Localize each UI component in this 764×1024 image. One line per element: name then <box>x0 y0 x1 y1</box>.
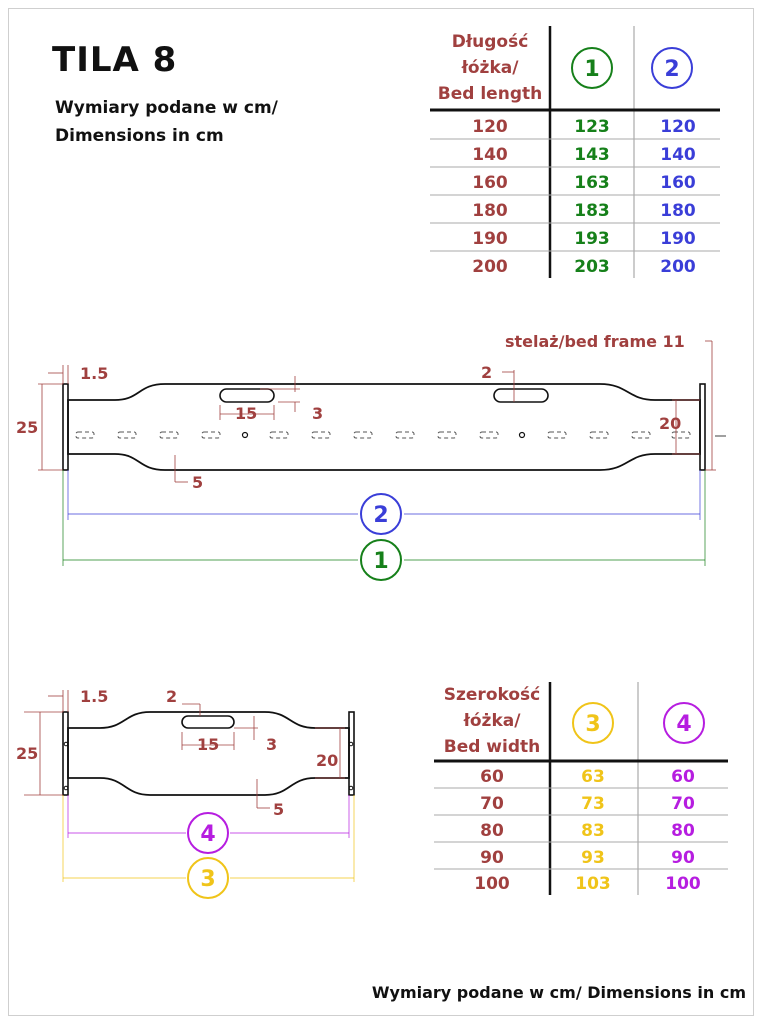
table-row <box>474 874 701 894</box>
dim2-cell: 190 <box>660 229 696 249</box>
bed-width-cell: 60 <box>480 767 504 787</box>
slat-holes <box>76 432 690 438</box>
end-bottom-offset-dim-label: 5 <box>273 800 285 819</box>
height-dim-label: 25 <box>16 418 39 437</box>
inner-height-dim-label: 20 <box>659 414 682 433</box>
end-height-dim-label: 25 <box>16 744 39 763</box>
dim2-cell: 140 <box>660 145 696 165</box>
thickness-dim-label: 1.5 <box>80 364 109 383</box>
width-table <box>434 682 728 895</box>
slot-height-dim-label: 2 <box>481 363 493 382</box>
hand-slot-right <box>494 389 548 402</box>
side-rail-drawing <box>16 332 726 580</box>
dim4-cell: 70 <box>671 794 695 814</box>
bed-length-cell: 120 <box>472 117 508 137</box>
table-row <box>472 229 696 249</box>
table-row <box>472 145 696 165</box>
hand-slot-left <box>220 389 274 402</box>
dim2-marker-label: 2 <box>373 503 389 528</box>
dim2-cell: 200 <box>660 257 696 277</box>
end-slot-offset-dim-label: 3 <box>266 735 278 754</box>
dim3-cell: 83 <box>581 821 605 841</box>
length-table-header-line2: łóżka/ <box>461 58 519 78</box>
dim1-cell: 183 <box>574 201 610 221</box>
table-row <box>472 257 696 277</box>
bed-width-cell: 100 <box>474 874 510 894</box>
bed-length-cell: 180 <box>472 201 508 221</box>
width-table-header-line3: Bed width <box>443 737 541 757</box>
dim1-cell: 163 <box>574 173 610 193</box>
col3-label: 3 <box>585 712 601 737</box>
end-inner-height-dim-label: 20 <box>316 751 339 770</box>
product-title: TILA 8 <box>52 40 178 80</box>
bed-width-cell: 90 <box>480 848 504 868</box>
dim1-marker-label: 1 <box>373 549 389 574</box>
dim2-cell: 180 <box>660 201 696 221</box>
footer-units-note: Wymiary podane w cm/ Dimensions in cm <box>371 983 746 1002</box>
bed-width-cell: 70 <box>480 794 504 814</box>
dim1-cell: 193 <box>574 229 610 249</box>
end-hand-slot <box>182 716 234 728</box>
length-table-header-line1: Długość <box>451 32 529 52</box>
end-rail-drawing <box>16 687 354 898</box>
side-dimension-lines <box>38 341 716 482</box>
dim4-cell: 100 <box>665 874 701 894</box>
table-row <box>472 117 696 137</box>
slot-length-dim-label: 15 <box>235 404 258 423</box>
dim1-cell: 203 <box>574 257 610 277</box>
end-slot-height-dim-label: 2 <box>166 687 178 706</box>
dim4-cell: 90 <box>671 848 695 868</box>
col4-label: 4 <box>676 712 692 737</box>
bed-length-cell: 190 <box>472 229 508 249</box>
table-row <box>480 767 695 787</box>
dim2-cell: 120 <box>660 117 696 137</box>
dim4-marker-label: 4 <box>200 822 216 847</box>
units-note-line1: Wymiary podane w cm/ <box>55 98 278 118</box>
table-row <box>480 821 695 841</box>
dim1-cell: 143 <box>574 145 610 165</box>
bed-length-cell: 160 <box>472 173 508 193</box>
bed-length-cell: 200 <box>472 257 508 277</box>
dim3-marker-label: 3 <box>200 867 216 892</box>
dim3-cell: 103 <box>575 874 611 894</box>
table-row <box>480 848 695 868</box>
length-table <box>430 26 720 278</box>
bottom-offset-dim-label: 5 <box>192 473 204 492</box>
col1-label: 1 <box>584 57 600 82</box>
end-dimension-lines <box>24 690 345 808</box>
end-slot-length-dim-label: 15 <box>197 735 220 754</box>
dim1-cell: 123 <box>574 117 610 137</box>
screw-hole-icon <box>243 433 248 438</box>
width-table-header-line2: łóżka/ <box>463 711 521 731</box>
dim2-cell: 160 <box>660 173 696 193</box>
col2-label: 2 <box>664 57 680 82</box>
side-rail-outline <box>68 384 700 470</box>
end-thickness-dim-label: 1.5 <box>80 687 109 706</box>
table-row <box>472 201 696 221</box>
bed-width-cell: 80 <box>480 821 504 841</box>
table-row <box>472 173 696 193</box>
dim3-cell: 93 <box>581 848 605 868</box>
slot-offset-dim-label: 3 <box>312 404 324 423</box>
dim4-cell: 60 <box>671 767 695 787</box>
bed-frame-label: stelaż/bed frame 11 <box>505 332 685 351</box>
dim4-cell: 80 <box>671 821 695 841</box>
length-table-header-line3: Bed length <box>437 84 543 104</box>
dim3-cell: 73 <box>581 794 605 814</box>
table-row <box>480 794 695 814</box>
width-table-header-line1: Szerokość <box>443 685 541 705</box>
bed-length-cell: 140 <box>472 145 508 165</box>
screw-hole-icon <box>520 433 525 438</box>
units-note-line2: Dimensions in cm <box>55 126 224 146</box>
dim3-cell: 63 <box>581 767 605 787</box>
